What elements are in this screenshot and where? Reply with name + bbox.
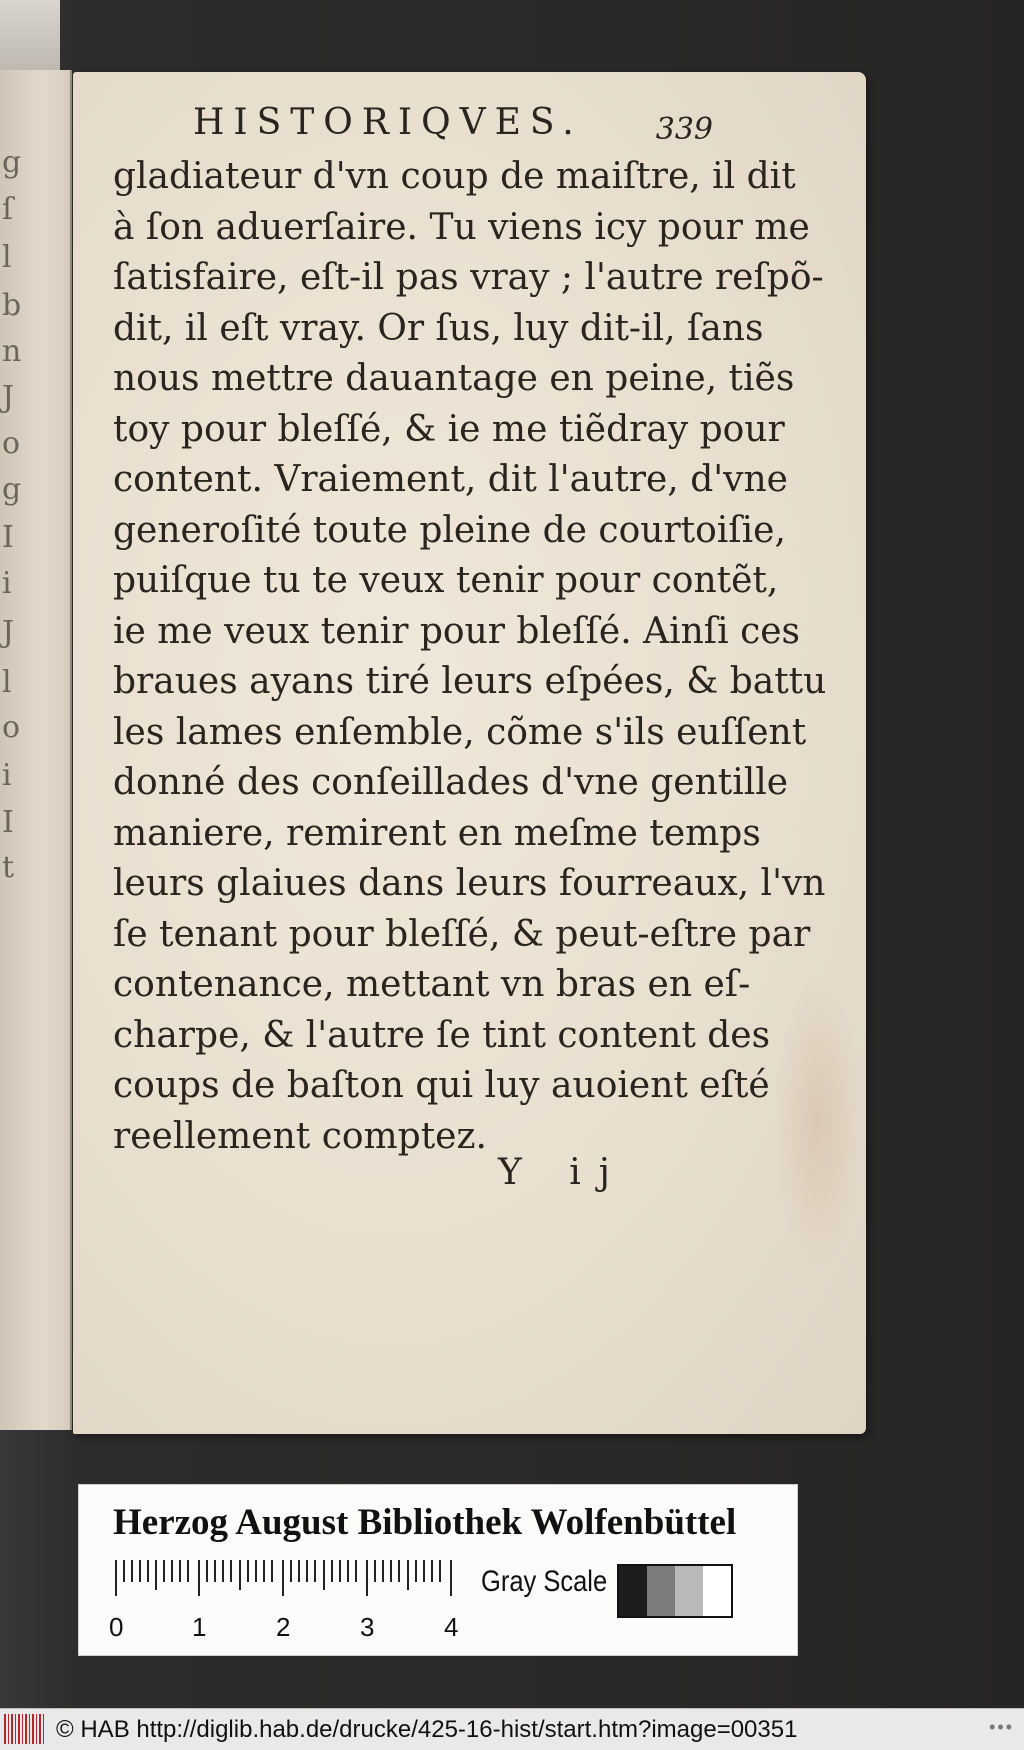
scan-edge-strip — [0, 0, 60, 70]
facing-page-fragment: J — [2, 380, 15, 415]
ruler-number: 3 — [360, 1612, 375, 1642]
gray-swatch — [619, 1566, 647, 1616]
ruler-tick — [398, 1560, 400, 1582]
ruler-tick — [179, 1560, 181, 1582]
hab-logo-icon — [4, 1714, 46, 1744]
ruler-tick — [439, 1560, 441, 1582]
ruler-number: 0 — [109, 1612, 124, 1642]
ruler-tick — [339, 1560, 341, 1582]
text-line: charpe, & l'autre ſe tint content des — [113, 1014, 771, 1056]
more-options-icon[interactable]: ••• — [989, 1717, 1014, 1737]
ruler-tick — [222, 1560, 224, 1582]
ruler-tick — [382, 1560, 384, 1582]
text-line: à ſon aduerſaire. Tu viens icy pour me — [113, 206, 810, 248]
scale-ruler — [109, 1560, 460, 1642]
ruler-tick — [163, 1560, 165, 1582]
facing-page-fragment: b — [2, 288, 22, 323]
body-text — [113, 152, 827, 1162]
signature-mark: Y ij — [498, 1152, 628, 1193]
facing-page-fragment: ſ — [2, 192, 14, 227]
ruler-tick — [415, 1560, 417, 1582]
text-line: ſe tenant pour bleſſé, & peut-eſtre par — [113, 913, 811, 955]
page-number: 339 — [655, 112, 713, 147]
ruler-tick — [290, 1560, 292, 1582]
book-page — [73, 72, 866, 1434]
ruler-tick — [423, 1560, 425, 1582]
text-line: donné des conſeillades d'vne gentille — [113, 762, 789, 803]
running-head-title: HISTORIQVES. — [193, 102, 583, 143]
facing-page-fragment: o — [2, 710, 21, 745]
ruler-tick — [431, 1560, 433, 1582]
ruler-tick — [407, 1560, 409, 1590]
text-line: reellement comptez. — [113, 1115, 487, 1157]
ruler-tick — [390, 1560, 392, 1582]
ruler-number: 4 — [444, 1612, 459, 1642]
text-line: ſatisfaire, eſt-il pas vray ; l'autre reſpõ- — [113, 257, 824, 298]
ruler-tick — [450, 1560, 452, 1596]
ruler-tick — [271, 1560, 273, 1582]
ruler-tick — [214, 1560, 216, 1582]
ruler-tick — [306, 1560, 308, 1582]
ruler-tick — [187, 1560, 189, 1582]
ruler-tick — [171, 1560, 173, 1582]
text-line: dit, il eſt vray. Or ſus, luy dit-il, ſans — [113, 307, 764, 349]
ruler-tick — [155, 1560, 157, 1590]
gray-scale-swatches — [617, 1564, 733, 1618]
gray-swatch — [703, 1566, 731, 1616]
institution-name: Herzog August Bibliothek Wolfenbüttel — [113, 1502, 737, 1543]
ruler-tick — [230, 1560, 232, 1582]
ruler-tick — [147, 1560, 149, 1582]
ruler-tick — [347, 1560, 349, 1582]
facing-page-fragment: J — [2, 615, 15, 650]
text-line: toy pour bleſſé, & ie me tiẽdray pour — [113, 408, 785, 450]
ruler-tick — [282, 1560, 284, 1596]
ruler-tick — [139, 1560, 141, 1582]
text-line: les lames enſemble, cõme s'ils euſſent — [113, 711, 807, 753]
facing-page-fragment: g — [2, 472, 22, 507]
ruler-tick — [255, 1560, 257, 1582]
gray-swatch — [647, 1566, 675, 1616]
ruler-tick — [123, 1560, 125, 1582]
gray-swatch — [675, 1566, 703, 1616]
ruler-tick — [115, 1560, 117, 1596]
facing-page-fragment: I — [2, 805, 14, 840]
ruler-tick — [323, 1560, 325, 1590]
ruler-tick — [298, 1560, 300, 1582]
facing-page-fragment: t — [2, 850, 15, 885]
ruler-tick — [314, 1560, 316, 1582]
facing-page-fragment: o — [2, 426, 21, 461]
facing-page-fragment: i — [2, 758, 12, 793]
color-calibration-card — [78, 1484, 798, 1656]
facing-page-fragment: l — [2, 240, 12, 275]
text-line: braues ayans tiré leurs eſpées, & battu — [113, 661, 827, 702]
ruler-tick — [198, 1560, 200, 1596]
ruler-number: 1 — [192, 1612, 207, 1642]
ruler-tick — [366, 1560, 368, 1596]
facing-page-fragment: l — [2, 665, 12, 700]
running-head — [193, 102, 713, 152]
facing-page-fragment: I — [2, 520, 14, 555]
text-line: maniere, remirent en meſme temps — [113, 812, 761, 854]
ruler-tick — [247, 1560, 249, 1582]
facing-page-fragment: i — [2, 566, 12, 601]
text-line: puiſque tu te veux tenir pour contẽt, — [113, 560, 779, 601]
text-line: gladiateur d'vn coup de maiſtre, il dit — [113, 156, 796, 197]
text-line: content. Vraiement, dit l'autre, d'vne — [113, 459, 788, 500]
copyright-link[interactable]: © HAB http://diglib.hab.de/drucke/425-16-hist/start.htm?image=00351 — [56, 1716, 798, 1743]
ruler-tick — [355, 1560, 357, 1582]
ruler-tick — [374, 1560, 376, 1582]
text-line: generoſité toute pleine de courtoiſie, — [113, 509, 786, 551]
ruler-tick — [206, 1560, 208, 1582]
text-line: contenance, mettant vn bras en eſ- — [113, 964, 751, 1005]
ruler-tick — [263, 1560, 265, 1582]
viewer-footer — [0, 1708, 1024, 1750]
text-line: ie me veux tenir pour bleſſé. Ainſi ces — [113, 610, 801, 652]
facing-page-fragment: g — [2, 145, 22, 180]
text-line: leurs glaiues dans leurs fourreaux, l'vn — [113, 863, 826, 904]
facing-page-edge — [0, 70, 72, 1430]
facing-page-fragment: n — [2, 334, 22, 369]
ruler-tick — [331, 1560, 333, 1582]
ruler-tick — [239, 1560, 241, 1590]
ruler-number: 2 — [276, 1612, 291, 1642]
text-line: nous mettre dauantage en peine, tiẽs — [113, 358, 795, 399]
ruler-tick — [131, 1560, 133, 1582]
text-line: coups de baſton qui luy auoient eſté — [113, 1065, 770, 1106]
gray-scale-label: Gray Scale — [481, 1565, 608, 1598]
